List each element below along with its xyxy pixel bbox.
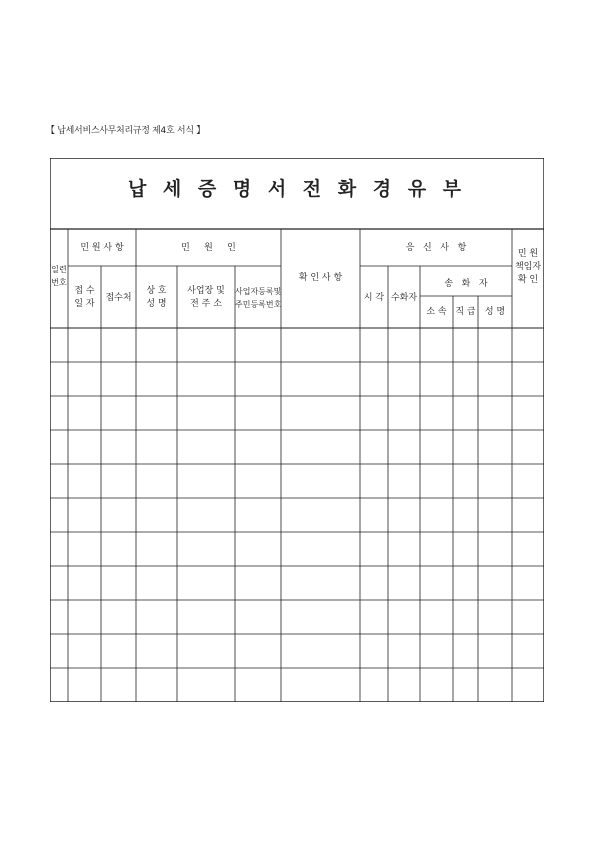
- form-reference: 【 납세서비스사무처리규정 제4호 서식 】: [46, 126, 205, 136]
- header-business-address: 사업장 및 전 주 소: [187, 286, 225, 309]
- header-response-matters: 응 신 사 항: [405, 243, 467, 253]
- form-grid: [50, 158, 544, 702]
- header-registration-no: 사업자등록및 주민등록번호: [235, 287, 282, 309]
- header-affiliation: 소 속: [426, 307, 447, 317]
- header-receipt-date: 접 수 일 자: [74, 286, 95, 309]
- form-title: 납 세 증 명 서 전 화 경 유 부: [127, 178, 467, 200]
- header-trade-name-name: 상 호 성 명: [146, 286, 167, 309]
- header-sender: 송 화 자: [444, 279, 488, 289]
- header-officer-check: 민 원 책임자 확 인: [514, 249, 542, 285]
- header-caller: 수화자: [390, 293, 418, 303]
- header-civil-matters: 민 원 사 항: [80, 243, 124, 253]
- header-serial-no: 일련 번호: [51, 265, 67, 287]
- header-applicant: 민 원 인: [181, 243, 236, 253]
- header-position: 직 급: [455, 307, 476, 317]
- header-time: 시 각: [363, 293, 385, 303]
- header-sender-name: 성 명: [484, 307, 506, 317]
- header-verification: 확 인 사 항: [298, 273, 343, 283]
- header-receipt-office: 접수처: [105, 293, 132, 303]
- ledger-form: [50, 158, 544, 702]
